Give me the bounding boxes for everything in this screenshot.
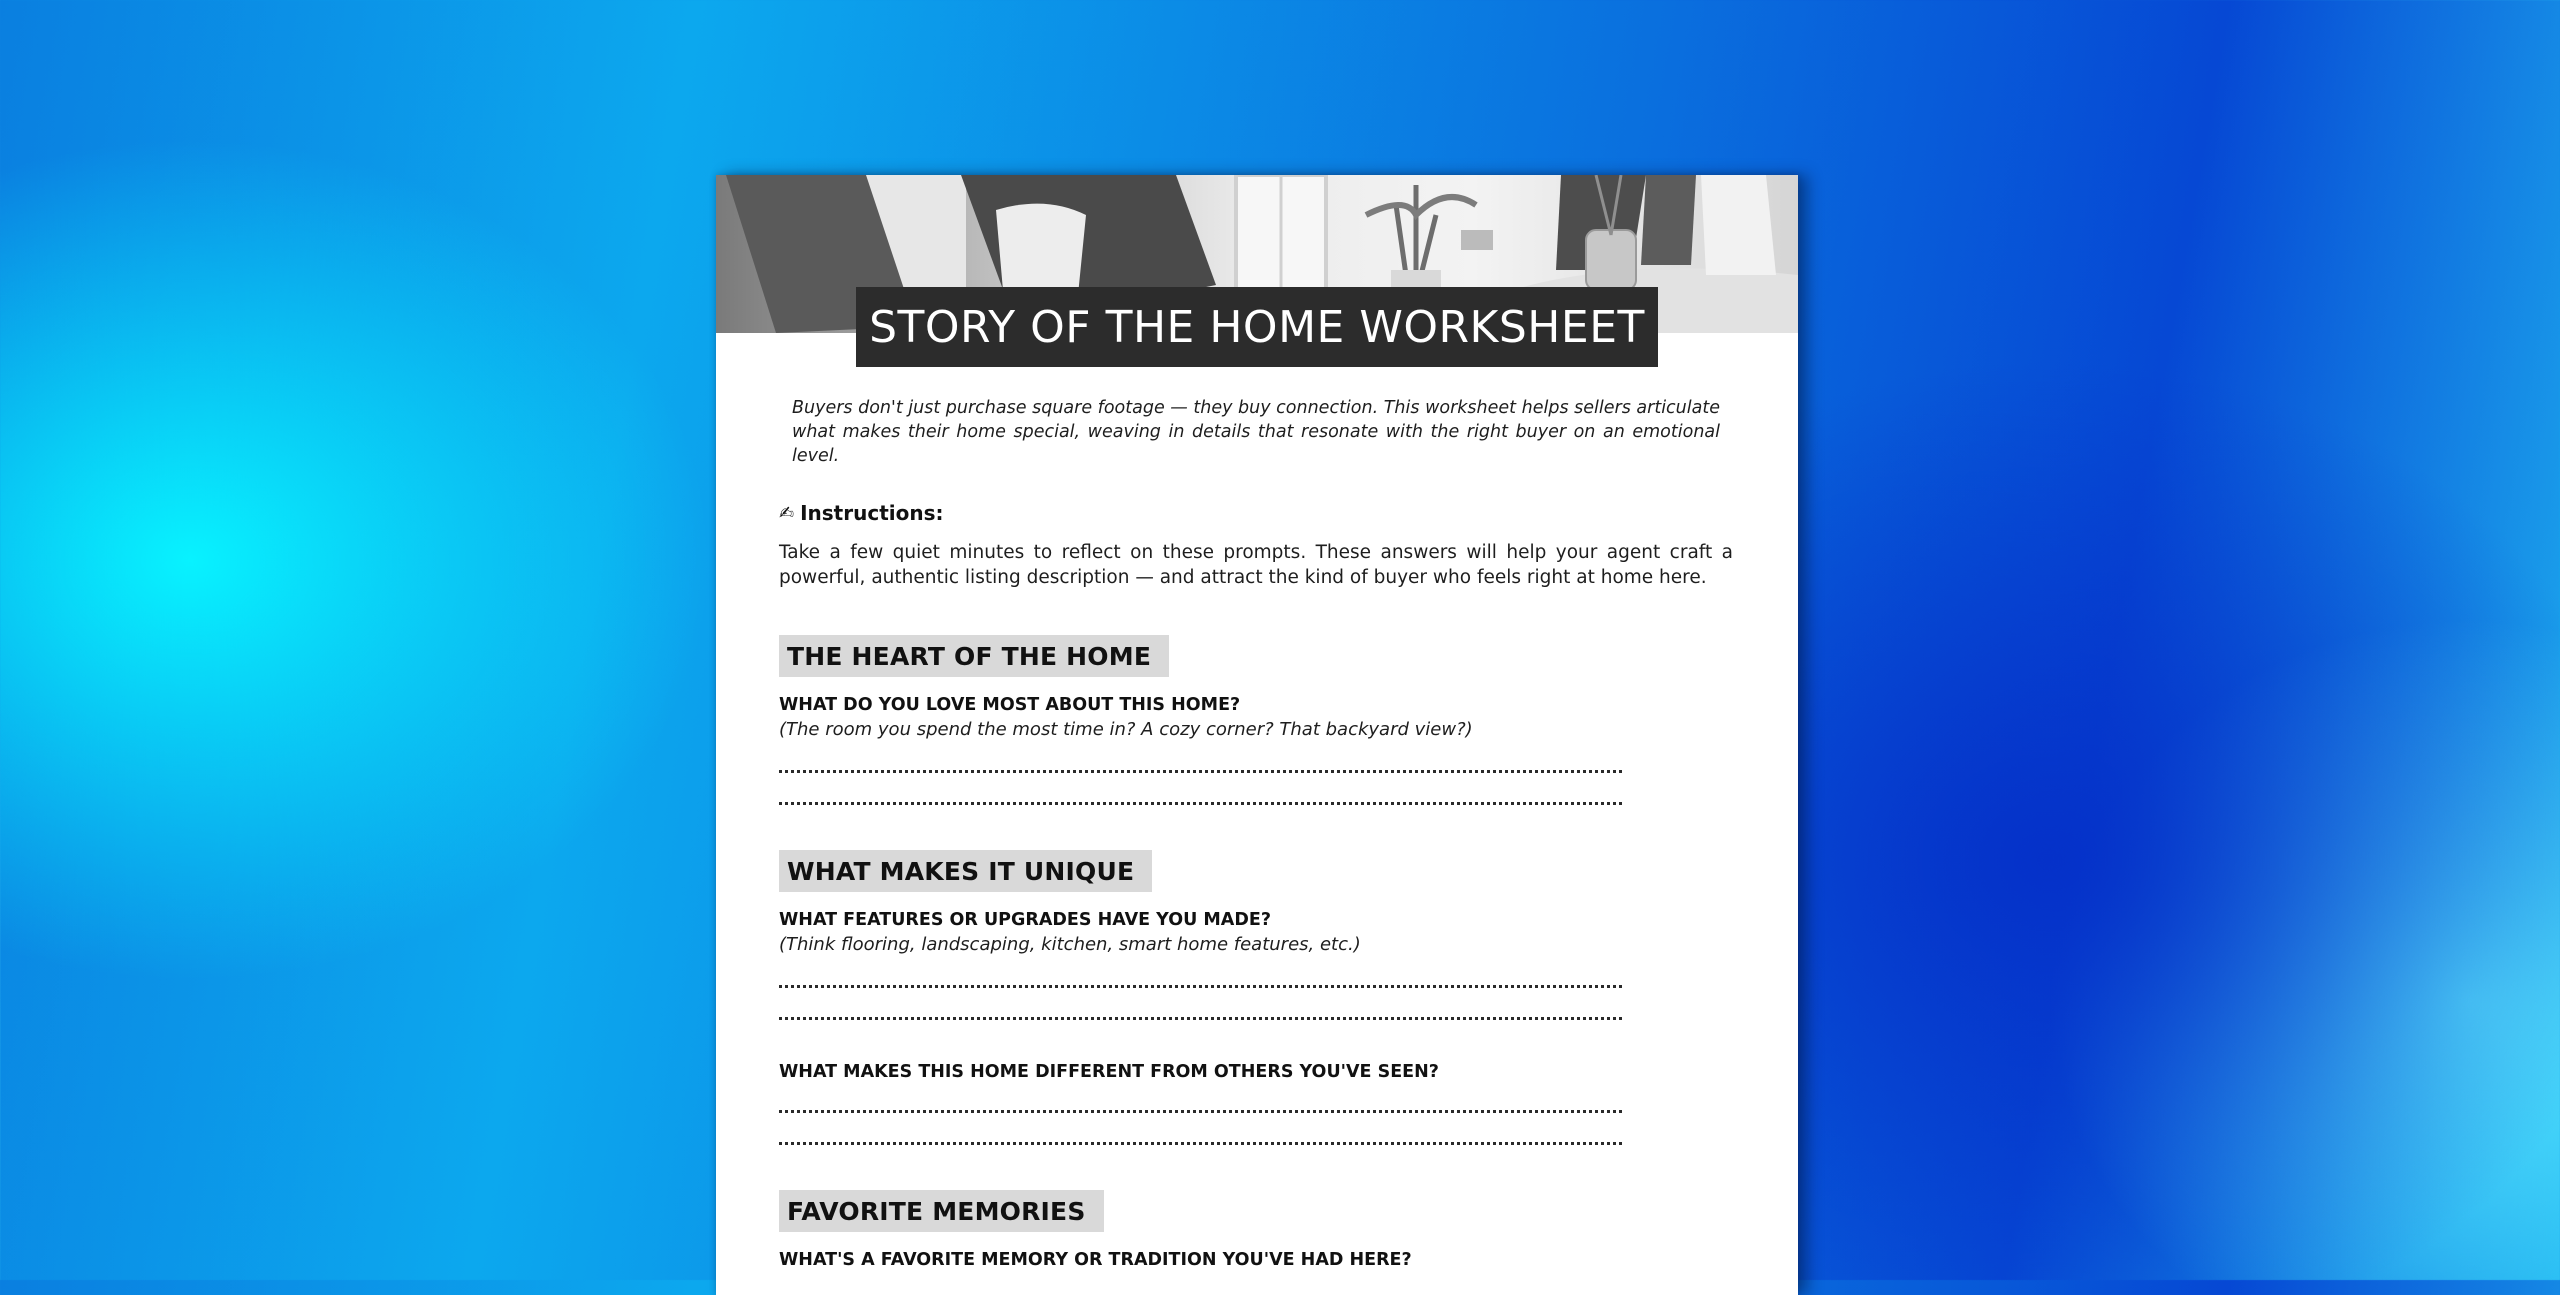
- question-different: WHAT MAKES THIS HOME DIFFERENT FROM OTHERS YOU'VE SEEN?: [779, 1062, 1439, 1082]
- answer-line[interactable]: [779, 1110, 1622, 1113]
- intro-paragraph: Buyers don't just purchase square footage — they buy connection. This worksheet helps sellers articulate what makes their home special, weaving in details that resonate with the right buyer on an emotional level.: [792, 398, 1720, 466]
- answer-line[interactable]: [779, 770, 1622, 773]
- title-banner: [856, 287, 1658, 367]
- question-features-upgrades: WHAT FEATURES OR UPGRADES HAVE YOU MADE?: [779, 910, 1271, 930]
- hint-features-upgrades: (Think flooring, landscaping, kitchen, smart home features, etc.): [779, 934, 1361, 955]
- instructions-text: Take a few quiet minutes to reflect on these prompts. These answers will help your agent craft a powerful, authentic listing description — and attract the kind of buyer who feels right at home here.: [779, 542, 1733, 588]
- question-favorite-memory: WHAT'S A FAVORITE MEMORY OR TRADITION YOU'VE HAD HERE?: [779, 1250, 1412, 1270]
- instructions-heading: [779, 501, 944, 525]
- hint-love-most: (The room you spend the most time in? A cozy corner? That backyard view?): [779, 719, 1473, 740]
- worksheet-page: [716, 175, 1798, 1295]
- answer-line[interactable]: [779, 985, 1622, 988]
- question-love-most: WHAT DO YOU LOVE MOST ABOUT THIS HOME?: [779, 695, 1241, 715]
- section-heading-heart-of-home: THE HEART OF THE HOME: [779, 635, 1169, 677]
- instructions-label: Instructions:: [800, 501, 944, 525]
- answer-line[interactable]: [779, 1142, 1622, 1145]
- section-heading-unique: WHAT MAKES IT UNIQUE: [779, 850, 1152, 892]
- answer-line[interactable]: [779, 802, 1622, 805]
- answer-line[interactable]: [779, 1017, 1622, 1020]
- writing-hand-icon: ✍: [779, 502, 795, 524]
- page-title: STORY OF THE HOME WORKSHEET: [869, 301, 1645, 353]
- section-heading-favorite-memories: FAVORITE MEMORIES: [779, 1190, 1104, 1232]
